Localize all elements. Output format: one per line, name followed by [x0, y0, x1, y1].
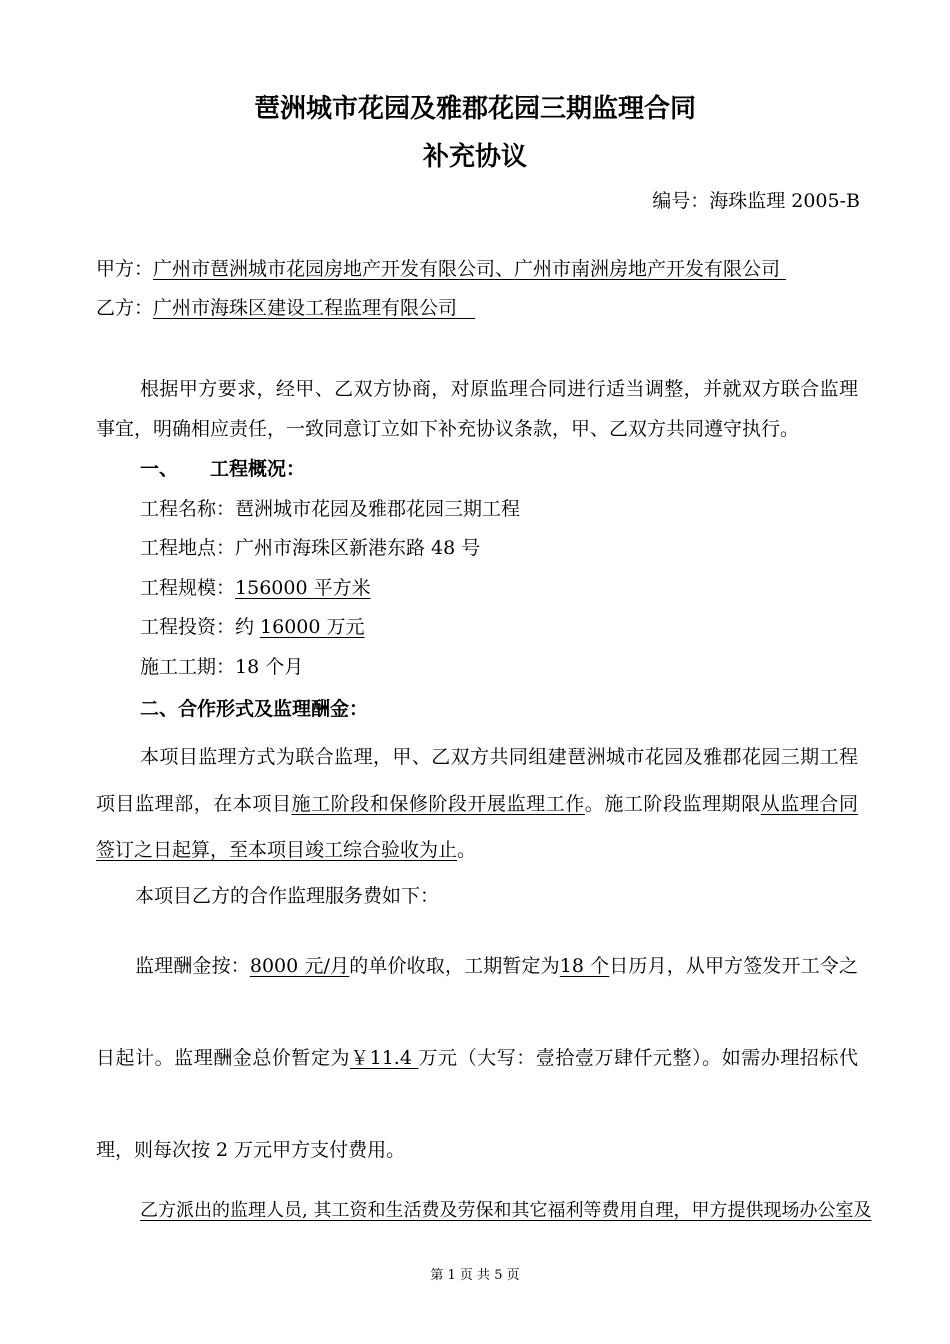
project-investment-row [140, 612, 365, 639]
party-b-label: 乙方： [96, 297, 154, 319]
project-location-value: 广州市海珠区新港东路 48 号 [235, 537, 481, 559]
cooperation-line-3 [96, 835, 476, 862]
cooperation-text-c: 。施工阶段监理期限 [584, 793, 761, 815]
document-subtitle: 补充协议 [422, 142, 527, 172]
section-1-title: 工程概况： [210, 458, 306, 480]
project-name-row [140, 494, 520, 521]
service-fee-intro: 本项目乙方的合作监理服务费如下： [135, 885, 440, 907]
fee-line-2 [96, 1043, 858, 1070]
project-scale-row [140, 573, 371, 600]
cooperation-text-end: 。 [457, 839, 477, 861]
section-2-heading: 二、合作形式及监理酬金： [140, 698, 369, 720]
cooperation-period-start: 从监理合同 [760, 793, 858, 815]
staff-expense-line: 乙方派出的监理人员, 其工资和生活费及劳保和其它福利等费用自理，甲方提供现场办公室及 [140, 1200, 872, 1221]
fee-text-a: 监理酬金按： [135, 955, 250, 977]
project-name-label: 工程名称： [140, 498, 236, 520]
monthly-fee: 8000 元/月 [249, 955, 350, 977]
project-name-value: 琶洲城市花园及雅郡花园三期工程 [235, 498, 521, 520]
fee-text-c: 的单价收取，工期暂定为 [349, 955, 560, 977]
project-investment-value: 16000 万元 [260, 616, 365, 638]
project-scale-label: 工程规模： [140, 577, 236, 599]
fee-line-3: 理，则每次按 2 万元甲方支付费用。 [96, 1139, 406, 1161]
project-period-value: 18 个月 [235, 656, 304, 678]
party-a-line [96, 254, 786, 281]
party-b-name: 广州市海珠区建设工程监理有限公司 [153, 297, 458, 319]
intro-line-1: 根据甲方要求，经甲、乙双方协商，对原监理合同进行适当调整，并就双方联合监理 [140, 378, 858, 400]
fee-line-1 [135, 951, 858, 978]
intro-line-2: 事宜，明确相应责任，一致同意订立如下补充协议条款，甲、乙双方共同遵守执行。 [96, 418, 800, 440]
party-a-name: 广州市琶洲城市花园房地产开发有限公司、广州市南洲房地产开发有限公司 [153, 258, 781, 280]
cooperation-text-a: 项目监理部，在本项目 [96, 793, 292, 815]
project-period-label: 施工工期： [140, 656, 236, 678]
document-title: 琶洲城市花园及雅郡花园三期监理合同 [253, 94, 696, 124]
document-number [652, 186, 860, 213]
party-b-line [96, 293, 475, 320]
fee-text-2c: 万元（大写：壹拾壹万肆仟元整）。如需办理招标代 [418, 1047, 858, 1069]
document-number-label: 编号： [652, 190, 710, 212]
document-number-value: 海珠监理 2005-B [709, 190, 860, 212]
cooperation-period-end: 签订之日起算，至本项目竣工综合验收为止 [96, 839, 458, 861]
project-scale-value: 156000 平方米 [235, 577, 371, 599]
project-period-row [140, 652, 303, 679]
cooperation-scope: 施工阶段和保修阶段开展监理工作 [291, 793, 585, 815]
cooperation-line-1: 本项目监理方式为联合监理，甲、乙双方共同组建琶洲城市花园及雅郡花园三期工程 [140, 746, 858, 768]
project-location-label: 工程地点： [140, 537, 236, 559]
fee-text-2a: 日起计。监理酬金总价暂定为 [96, 1047, 351, 1069]
section-1-heading [140, 454, 305, 481]
section-1-number: 一、 [140, 458, 179, 480]
fee-text-e: 日历月，从甲方签发开工令之 [609, 955, 858, 977]
project-location-row [140, 533, 480, 560]
party-a-label: 甲方： [96, 258, 154, 280]
project-investment-label: 工程投资：约 [140, 616, 261, 638]
page-footer: 第 1 页 共 5 页 [430, 1268, 520, 1283]
cooperation-line-2 [96, 789, 858, 816]
fee-duration: 18 个 [559, 955, 610, 977]
total-fee: ￥11.4 [350, 1047, 419, 1069]
